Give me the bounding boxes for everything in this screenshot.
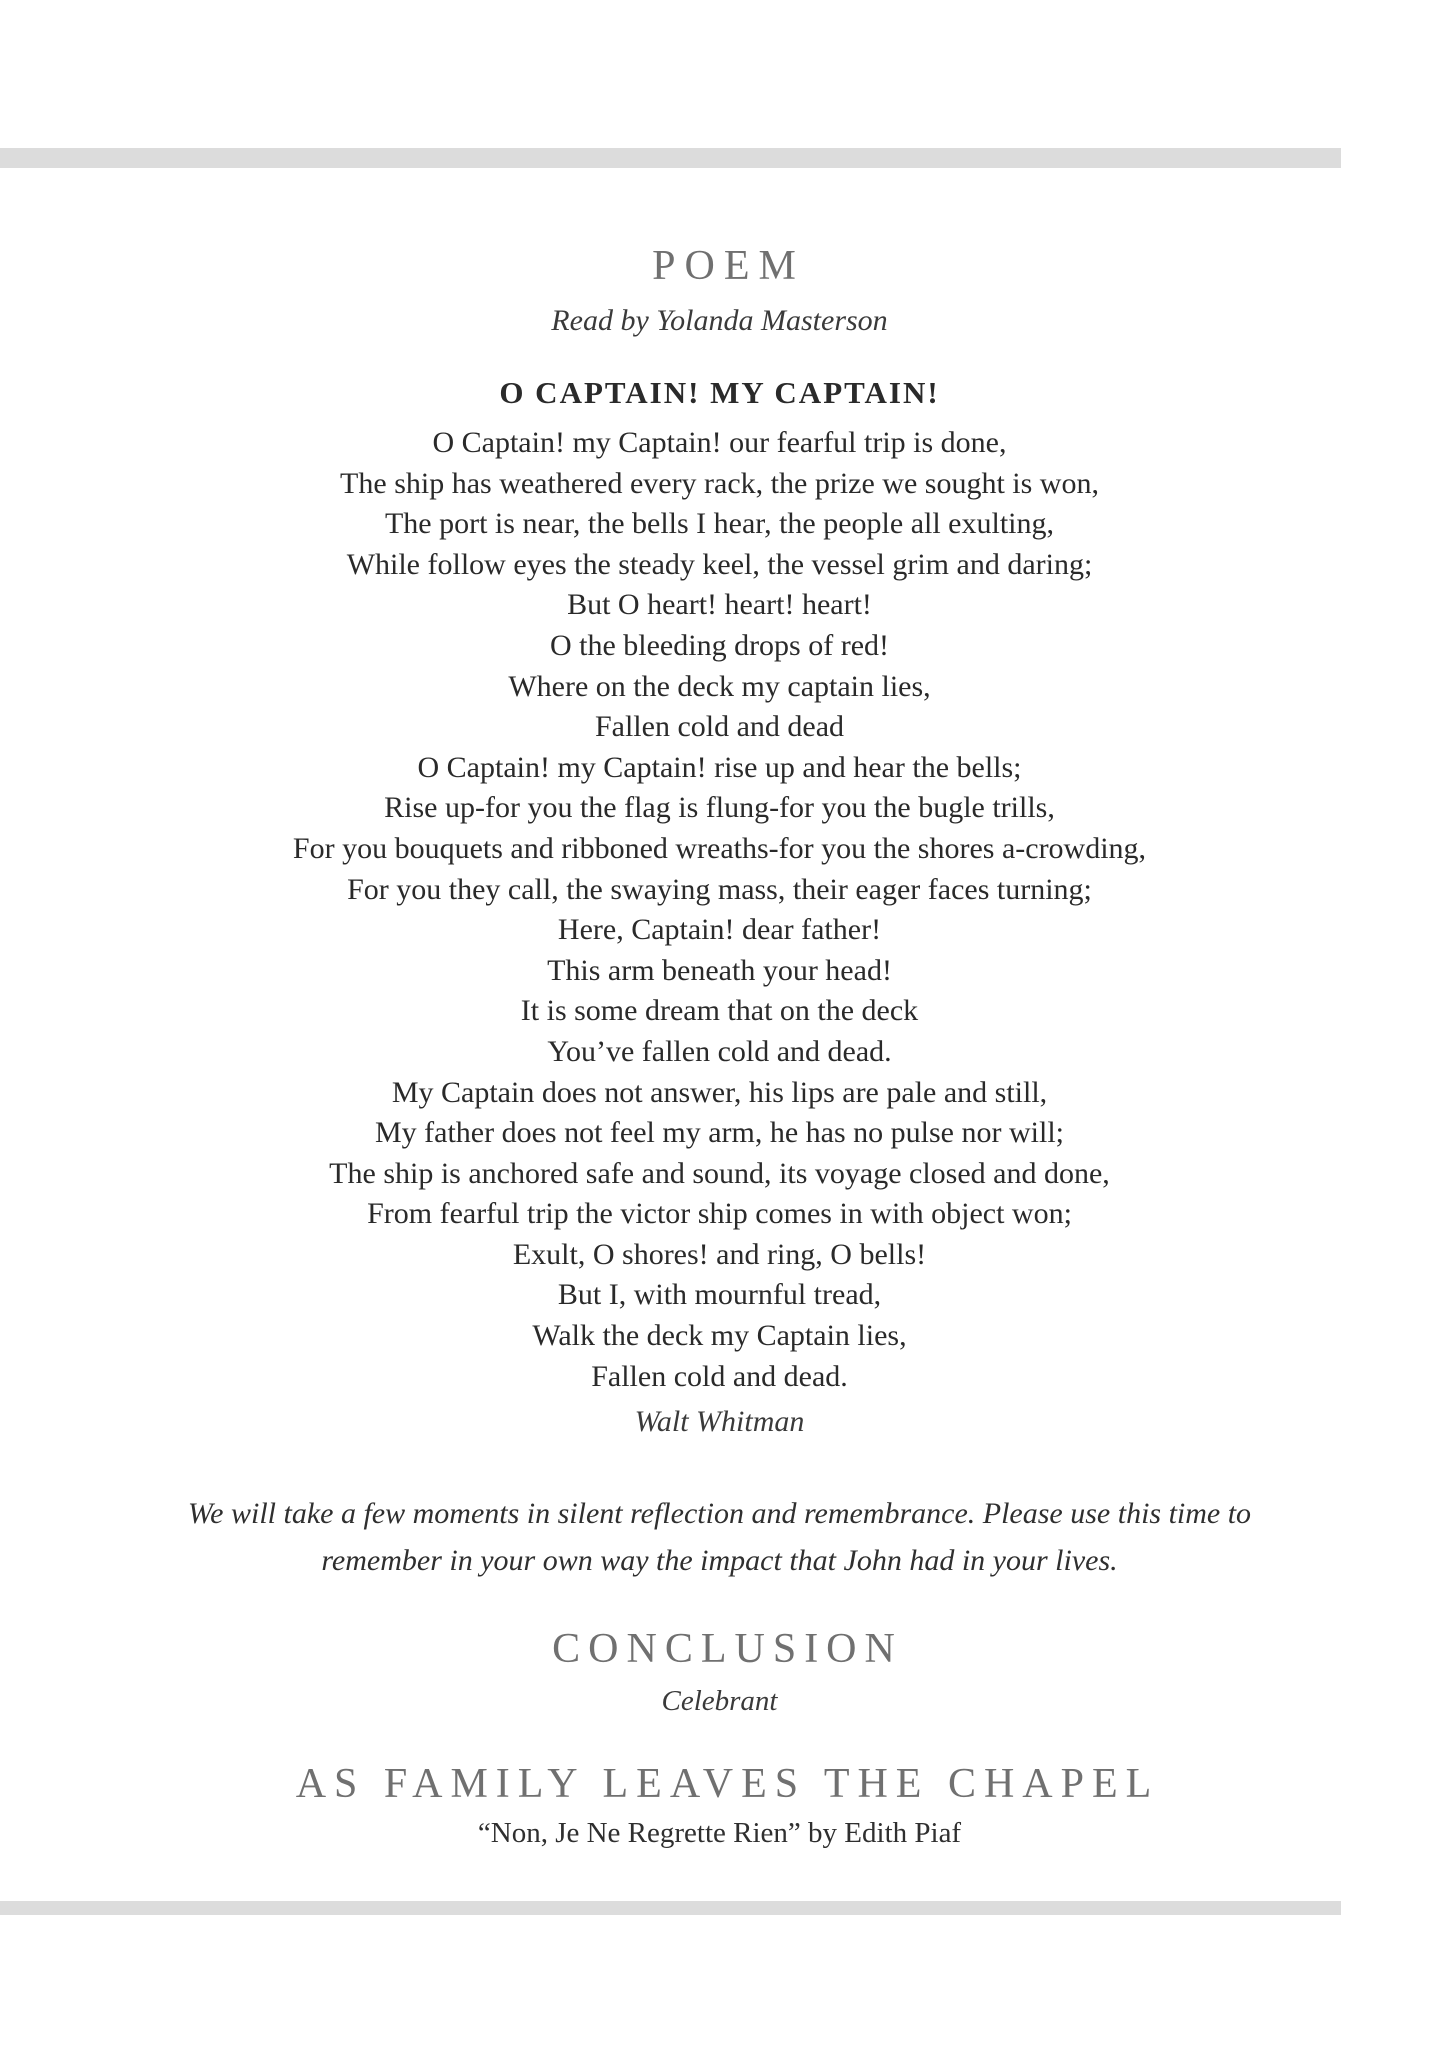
poem-line: But I, with mournful tread, (557, 1278, 882, 1312)
top-divider (0, 148, 1341, 168)
poem-line: O Captain! my Captain! our fearful trip is done, (432, 426, 1007, 459)
poem-line: The ship is anchored safe and sound, its voyage closed and done, (329, 1156, 1110, 1190)
poem-line: Walk the deck my Captain lies, (532, 1319, 907, 1353)
poem-line: The port is near, the bells I hear, the people all exulting, (384, 507, 1055, 541)
reflection-line: remember in your own way the impact that John had in your lives. (321, 1544, 1118, 1577)
poem-line: O Captain! my Captain! rise up and hear the bells; (417, 750, 1022, 784)
conclusion-heading: CONCLUSION (552, 1626, 903, 1672)
poem-line: Rise up-for you the flag is flung-for you the bugle trills, (384, 791, 1055, 825)
poem-heading: POEM (652, 243, 805, 289)
poem-title: O CAPTAIN! MY CAPTAIN! (499, 375, 940, 410)
poem-line: From fearful trip the victor ship comes in with object won; (367, 1197, 1072, 1231)
poem-line: Where on the deck my captain lies, (508, 669, 931, 703)
poem-line: Fallen cold and dead. (591, 1359, 848, 1393)
leaving-heading: AS FAMILY LEAVES THE CHAPEL (295, 1761, 1160, 1807)
poem-line: For you bouquets and ribboned wreaths-for you the shores a-crowding, (292, 831, 1147, 865)
poem-line: For you they call, the swaying mass, their eager faces turning; (347, 872, 1092, 906)
poem-line: My father does not feel my arm, he has no pulse nor will; (374, 1116, 1064, 1150)
poem-line: The ship has weathered every rack, the prize we sought is won, (340, 466, 1099, 500)
bottom-divider (0, 1901, 1341, 1915)
poem-line: O the bleeding drops of red! (549, 628, 890, 662)
poem-body (0, 423, 1439, 1397)
leaving-song: “Non, Je Ne Regrette Rien” by Edith Piaf (477, 1817, 962, 1849)
poem-line: It is some dream that on the deck (520, 994, 919, 1028)
poem-line: Fallen cold and dead (594, 710, 845, 744)
poem-line: While follow eyes the steady keel, the vessel grim and daring; (346, 547, 1093, 581)
poem-line: Exult, O shores! and ring, O bells! (512, 1237, 927, 1271)
poem-author: Walt Whitman (634, 1405, 805, 1438)
poem-line: But O heart! heart! heart! (567, 588, 872, 622)
reflection-note (120, 1490, 1319, 1584)
poem-line: This arm beneath your head! (547, 953, 892, 987)
poem-line: Here, Captain! dear father! (557, 913, 882, 947)
poem-line: My Captain does not answer, his lips are pale and still, (391, 1075, 1048, 1109)
poem-line: You’ve fallen cold and dead. (547, 1034, 892, 1068)
conclusion-celebrant: Celebrant (661, 1685, 778, 1717)
reflection-line: We will take a few moments in silent reflection and remembrance. Please use this time to (187, 1497, 1252, 1530)
poem-reader: Read by Yolanda Masterson (551, 304, 888, 337)
